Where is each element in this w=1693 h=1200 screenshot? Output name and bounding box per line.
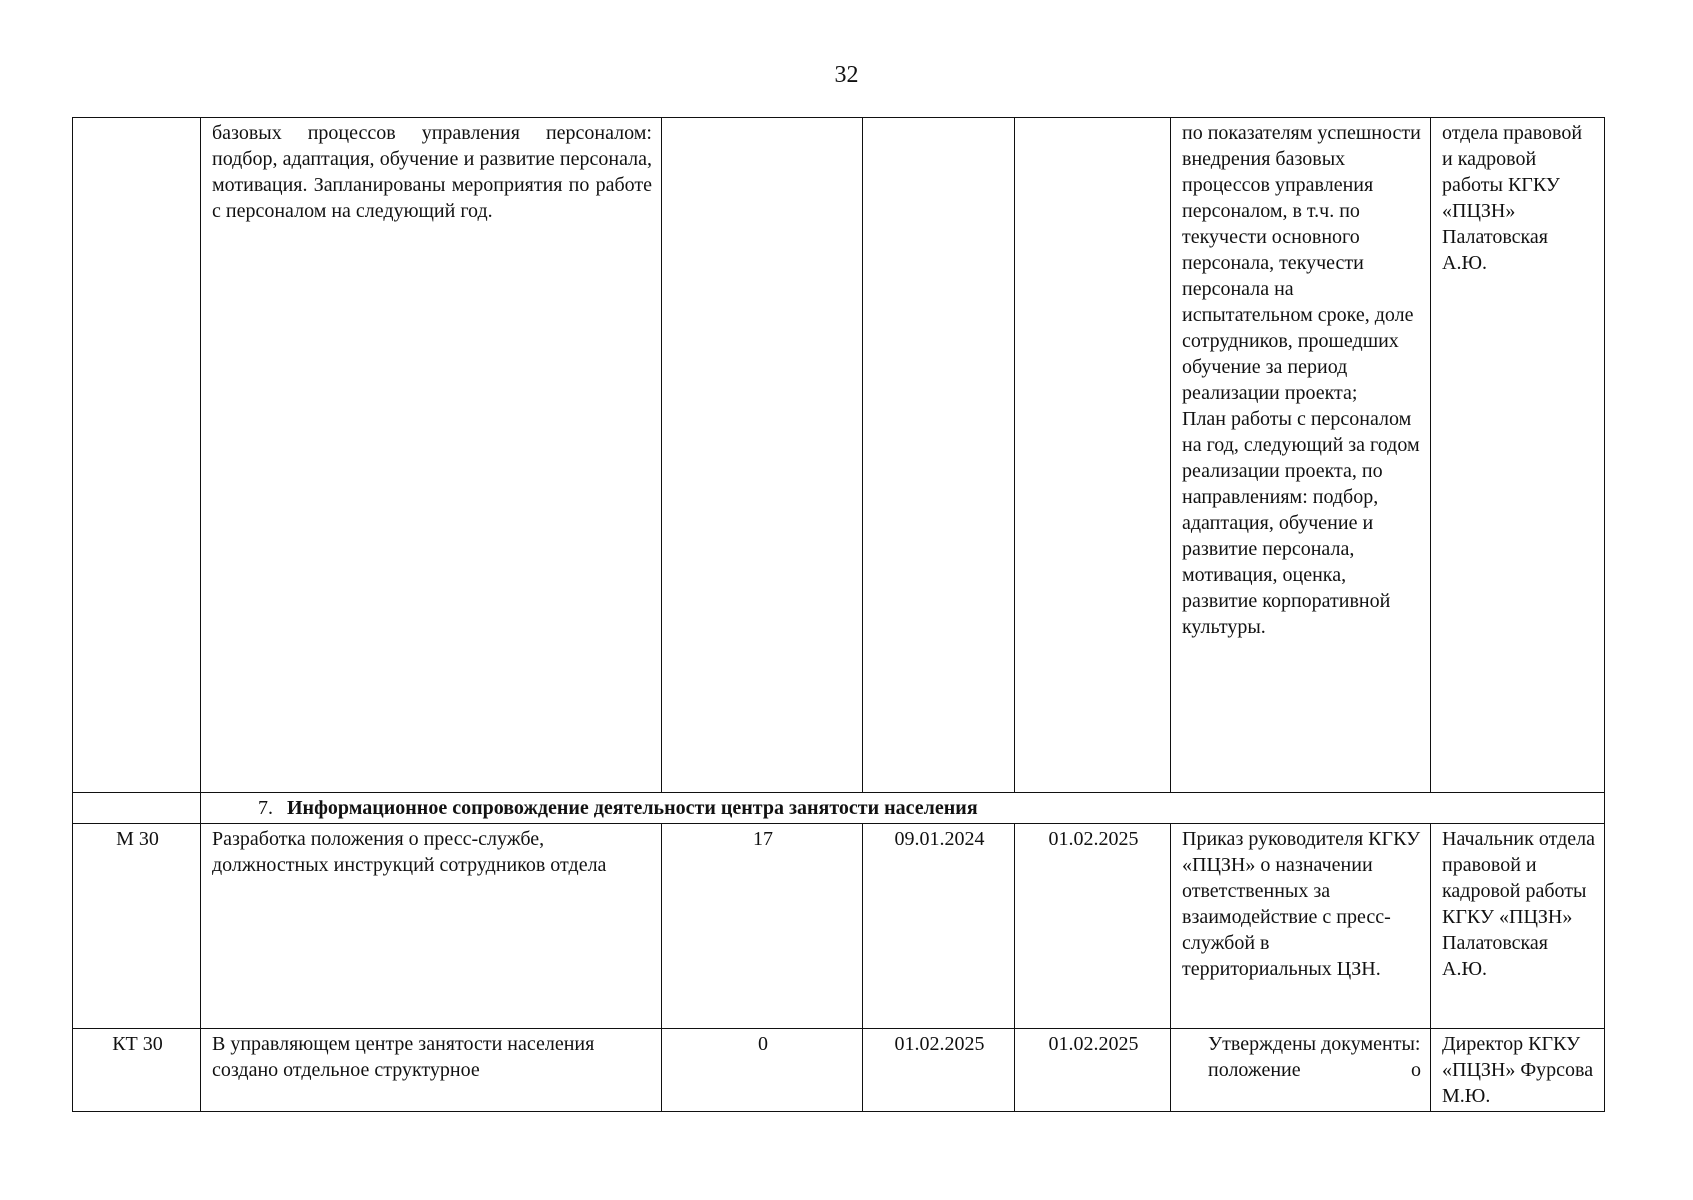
result-word-end: о: [1411, 1059, 1421, 1081]
result-cell: [1171, 1029, 1431, 1112]
end-date-cell-empty: [1015, 118, 1171, 793]
table-row-kt30: [73, 1029, 1605, 1112]
code-cell-empty: [73, 118, 201, 793]
description-cell: базовых процессов управления персоналом: подбор, адаптация, обучение и развитие персонала, мотивация. Запланированы мероприятия по работе с персоналом на следующий год.: [201, 118, 662, 793]
start-date-cell: 09.01.2024: [863, 824, 1015, 1029]
description-cell: Разработка положения о пресс-службе, должностных инструкций сотрудников отдела: [201, 824, 662, 1029]
code-cell: М 30: [73, 824, 201, 1029]
section-number: 7.: [258, 797, 273, 819]
section-code-cell-empty: [73, 793, 201, 824]
table-row-m30: [73, 824, 1605, 1029]
responsible-cell: Начальник отдела правовой и кадровой работы КГКУ «ПЦЗН» Палатовская А.Ю.: [1431, 824, 1605, 1029]
result-cell: [1171, 118, 1431, 793]
page-number: 32: [834, 62, 859, 88]
plan-table: [72, 117, 1605, 1112]
start-date-cell-empty: [863, 118, 1015, 793]
section-title: Информационное сопровождение деятельности центра занятости населения: [287, 797, 978, 819]
table-row-continuation: [73, 118, 1605, 793]
end-date-cell: 01.02.2025: [1015, 1029, 1171, 1112]
duration-cell: 0: [662, 1029, 863, 1112]
result-line: Утверждены документы:: [1208, 1033, 1421, 1055]
result-cell: Приказ руководителя КГКУ «ПЦЗН» о назначении ответственных за взаимодействие с пресс-службой в территориальных ЦЗН.: [1171, 824, 1431, 1029]
description-cell: В управляющем центре занятости населения создано отдельное структурное: [201, 1029, 662, 1112]
responsible-cell: Директор КГКУ «ПЦЗН» Фурсова М.Ю.: [1431, 1029, 1605, 1112]
end-date-cell: 01.02.2025: [1015, 824, 1171, 1029]
section-header-row: [73, 793, 1605, 824]
duration-cell-empty: [662, 118, 863, 793]
responsible-cell: отдела правовой и кадровой работы КГКУ «ПЦЗН» Палатовская А.Ю.: [1431, 118, 1605, 793]
start-date-cell: 01.02.2025: [863, 1029, 1015, 1112]
code-cell: КТ 30: [73, 1029, 201, 1112]
section-title-cell: [201, 793, 1605, 824]
result-word: положение: [1208, 1059, 1301, 1081]
result-text: по показателям успешности внедрения базовых процессов управления персоналом, в т.ч. по текучести основного персонала, текучести персонала на испытательном сроке, доле сотрудников, прошедших обучение за период реализации проекта; План работы с персоналом на год, следующий за годом реализации проекта, по направлениям: подбор, адаптация, обучение и развитие персонала, мотивация, оценка, развитие корпоративной культуры.: [1182, 122, 1421, 638]
duration-cell: 17: [662, 824, 863, 1029]
result-line-2: [1182, 1057, 1421, 1083]
